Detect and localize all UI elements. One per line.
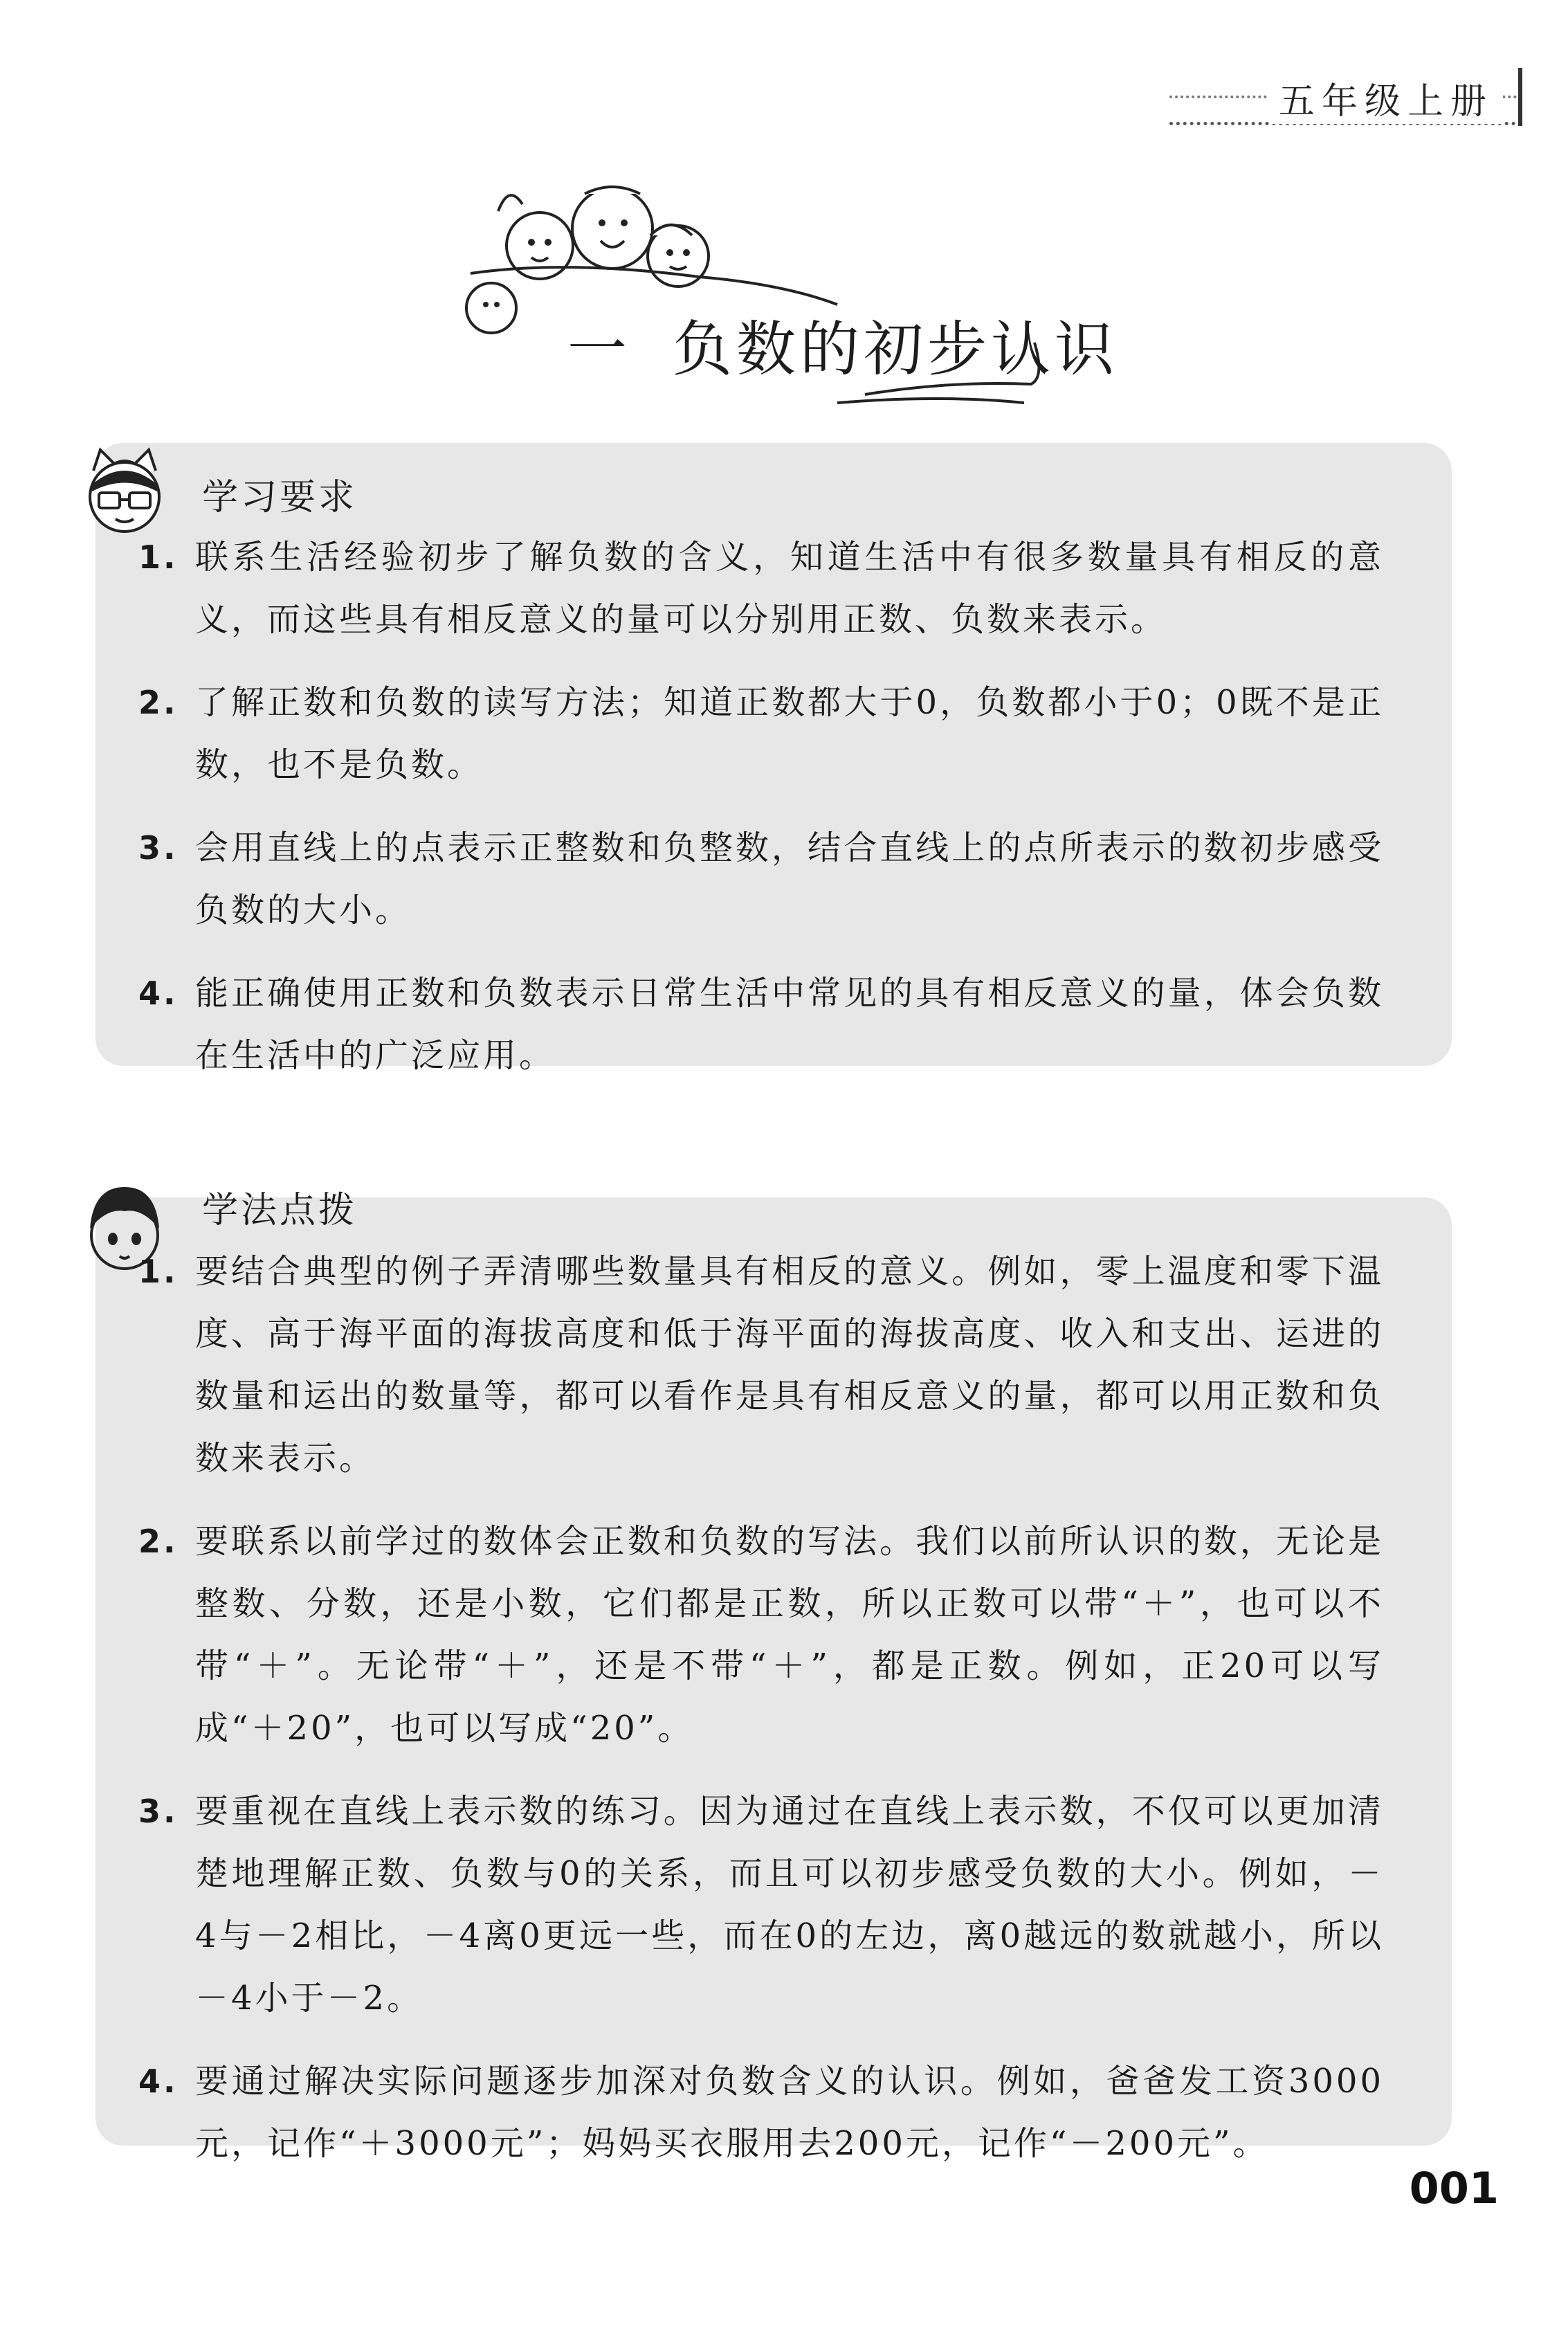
- requirements-list: [138, 526, 1384, 1107]
- list-item: 3. 会用直线上的点表示正整数和负整数，结合直线上的点所表示的数初步感受负数的大小。: [138, 828, 1384, 930]
- chapter-number: 一: [567, 315, 631, 384]
- list-item: 1. 联系生活经验初步了解负数的含义，知道生活中有很多数量具有相反的意义，而这些具有相反意义的量可以分别用正数、负数来表示。: [138, 538, 1384, 639]
- requirements-heading: 学习要求: [202, 477, 358, 518]
- list-item: 4. 能正确使用正数和负数表示日常生活中常见的具有相反意义的量，体会负数在生活中的广泛应用。: [138, 974, 1384, 1075]
- methods-heading: 学法点拨: [202, 1190, 358, 1231]
- tag-bar: [1518, 68, 1522, 126]
- methods-list: [138, 1240, 1384, 2195]
- grade-label: 五年级上册: [1269, 72, 1503, 124]
- list-item: 2. 要联系以前学过的数体会正数和负数的写法。我们以前所认识的数，无论是整数、分数，还是小数，它们都是正数，所以正数可以带“＋”，也可以不带“＋”。无论带“＋”，还是不带“＋”，都是正数。例如，正20可以写成“＋20”，也可以写成“20”。: [138, 1522, 1384, 1748]
- list-item: 2. 了解正数和负数的读写方法；知道正数都大于0，负数都小于0；0既不是正数，也不是负数。: [138, 683, 1384, 784]
- chapter-title-text: 负数的初步认识: [673, 315, 1118, 384]
- list-item: 1. 要结合典型的例子弄清哪些数量具有相反的意义。例如，零上温度和零下温度、高于海平面的海拔高度和低于海平面的海拔高度、收入和支出、运进的数量和运出的数量等，都可以看作是具有相反意义的量，都可以用正数和负数来表示。: [138, 1252, 1384, 1478]
- page-number: 001: [1409, 2163, 1499, 2213]
- list-item: 4. 要通过解决实际问题逐步加深对负数含义的认识。例如，爸爸发工资3000元，记作“＋3000元”；妈妈买衣服用去200元，记作“－200元”。: [138, 2062, 1384, 2163]
- grade-tag: [1169, 68, 1522, 125]
- chapter-title: [567, 301, 1118, 387]
- list-item: 3. 要重视在直线上表示数的练习。因为通过在直线上表示数，不仅可以更加清楚地理解正数、负数与0的关系，而且可以初步感受负数的大小。例如，－4与－2相比，－4离0更远一些，而在0的左边，离0越远的数就越小，所以－4小于－2。: [138, 1792, 1384, 2018]
